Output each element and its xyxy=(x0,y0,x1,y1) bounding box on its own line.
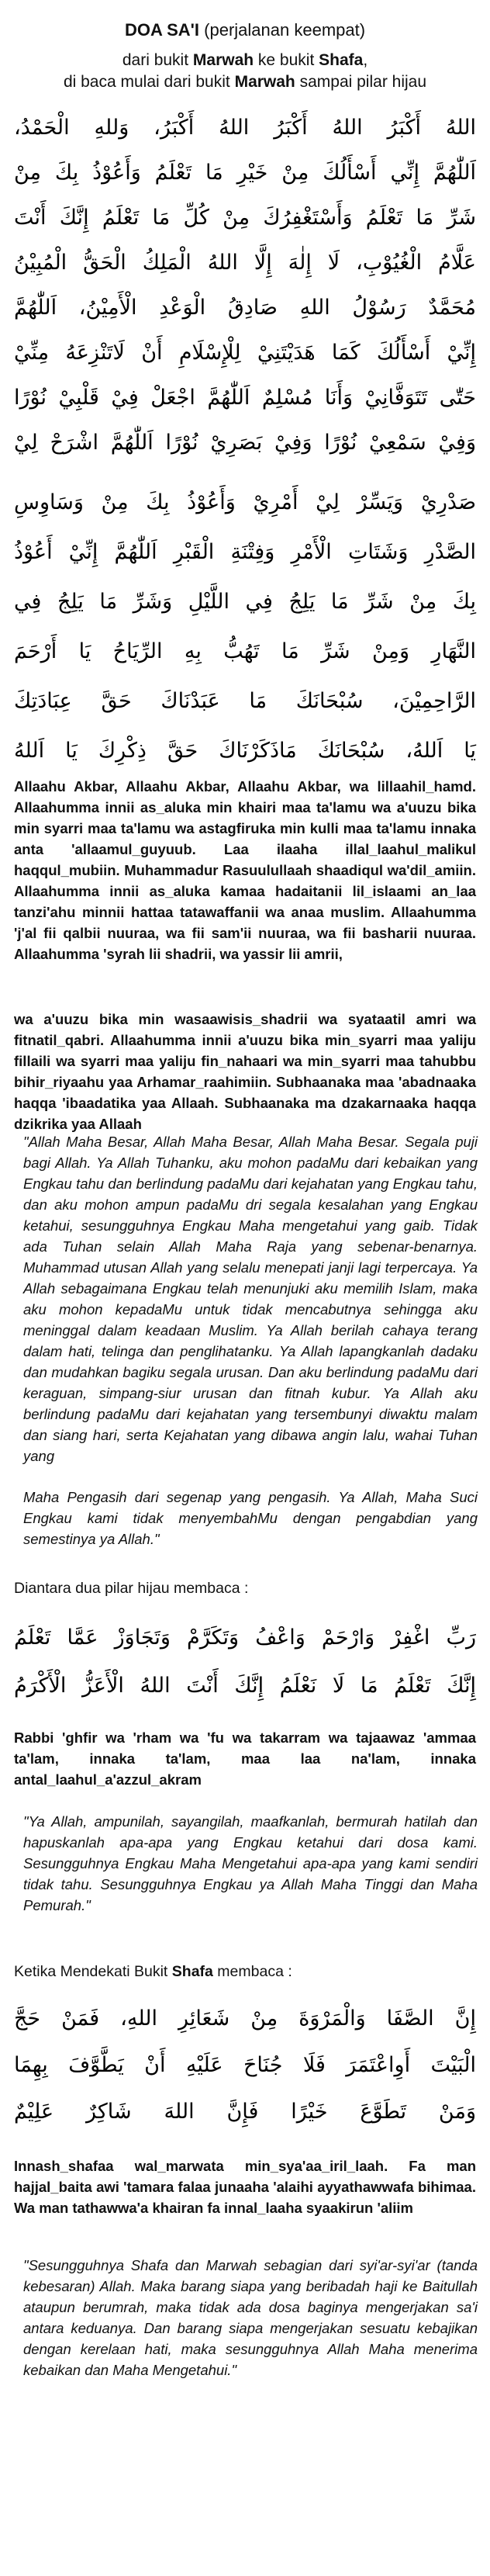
route-text: ke bukit xyxy=(254,51,319,69)
instruction-text: sampai pilar hijau xyxy=(295,73,427,91)
page-title xyxy=(0,20,490,40)
route-subtitle xyxy=(0,51,490,70)
arabic-line: الْبَيْتَ أَوِاعْتَمَرَ فَلَا جُنَاحَ عَلَيْهِ أَنْ يَطَّوَّفَ بِهِمَا xyxy=(14,2053,476,2077)
route-hill-end: Shafa xyxy=(319,51,364,69)
shafa-verse-translation: "Sesungguhnya Shafa dan Marwah sebagian dari syi'ar-syi'ar (tanda kebesaran) Allah. Maka barang siapa yang beribadah haji ke Baitullah ataupun berumrah, maka tidak ada dosa baginya mengerjakan sa'i antara keduanya. Dan barang siapa mengerjakan sesuatu kebajikan dengan kerelaan hati, maka sesungguhnya Allah Maha menerima kebaikan dan Maha Mengetahui." xyxy=(23,2257,478,2378)
main-prayer-arabic xyxy=(14,106,476,466)
instruction-hill: Marwah xyxy=(234,73,295,91)
arabic-line: إِنِّيْ أَسْأَلُكَ كَمَا هَدَيْتَنِيْ لِلْإِسْلَامِ أَنْ لَاتَنْزِعَهُ مِنِّيْ xyxy=(14,341,476,365)
title-paren: (perjalanan keempat) xyxy=(204,20,366,40)
shafa-section-heading xyxy=(14,1963,476,1981)
arabic-line: وَفِيْ سَمْعِيْ نُوْرًا وَفِيْ بَصَرِيْ نُوْرًا اَللّٰهُمَّ اشْرَحْ لِيْ xyxy=(14,431,476,455)
main-prayer-transliteration-cont: wa a'uuzu bika min wasaawisis_shadrii wa syataatil amri wa fitnatil_qabri. Allaahumma innii a'uuzu bika min_syarri maa yaliju fillaili wa syarri maa yaliju fin_nahaari wa min_syarri maa tahubbu bihir_riyaahu yaa Arhamar_raahimiin. Subhaanaka maa 'abadnaaka haqqa 'ibaadatika yaa Allaah. Subhaanaka ma dzakarnaaka haqqa dzikrika yaa Allaah xyxy=(14,1011,476,1132)
arabic-line: اَللّٰهُمَّ إِنِّي أَسْأَلُكَ مِنْ خَيْرِ مَا تَعْلَمُ وَأَعُوْذُ بِكَ مِنْ xyxy=(14,161,476,185)
arabic-line: رَبِّ اغْفِرْ وَارْحَمْ وَاعْفُ وَتَكَرَّمْ وَتَجَاوَزْ عَمَّا تَعْلَمُ xyxy=(14,1626,476,1650)
arabic-line: الرَّاحِمِيْنَ، سُبْحَانَكَ مَا عَبَدْنَاكَ حَقَّ عِبَادَتِكَ xyxy=(14,689,476,713)
arabic-line: النَّهَارِ وَمِنْ شَرِّ مَا تَهُبُّ بِهِ الرِّيَاحُ يَا أَرْحَمَ xyxy=(14,639,476,663)
arabic-line: حَتّٰى تَتَوَفَّانِيْ وَأَنَا مُسْلِمٌ اَللّٰهُمَّ اجْعَلْ فِيْ قَلْبِيْ نُوْرًا xyxy=(14,386,476,410)
route-text: dari bukit xyxy=(122,51,193,69)
pillar-prayer-translation: "Ya Allah, ampunilah, sayangilah, maafkanlah, bermurah hatilah dan hapuskanlah apa-apa yang Engkau ketahui dari dosa kami. Sesungguhnya Engkau Maha Mengetahui apa-apa yang kami sendiri tidak tahu. Sesungguhnya Engkau ya Allah Maha Tinggi dan Maha Pemurah." xyxy=(23,1813,478,1913)
main-prayer-transliteration: Allaahu Akbar, Allaahu Akbar, Allaahu Akbar, wa lillaahil_hamd. Allaahumma innii as_aluka min khairi maa ta'lamu wa a'uuzu bika min syarri maa ta'lamu wa astagfiruka min kulli maa ta'lamu innaka anta 'allaamul_guyuub. Laa ilaaha illal_laahul_malikul haqqul_mubiin. Muhammadur Rasuulullaah shaadiqul wa'dil_amiin. Allaahumma innii as_aluka kamaa hadaitanii lil_islaami an_laa tanzi'ahu minnii hattaa tatawaffanii wa anaa muslim. Allaahumma 'j'al fii qalbii nuuraa, wa fii sam'ii nuuraa, wa fii basharii nuuraa. Allaahumma 'syrah lii shadrii, wa yassir lii amrii, xyxy=(14,778,476,962)
title-main: DOA SA'I xyxy=(124,20,200,40)
instruction-text: di baca mulai dari bukit xyxy=(63,73,235,91)
arabic-line: وَمَنْ تَطَوَّعَ خَيْرًا فَإِنَّ اللهَ شَاكِرٌ عَلِيْمٌ xyxy=(14,2100,476,2124)
main-prayer-translation-cont: Maha Pengasih dari segenap yang pengasih. Ya Allah, Maha Suci Engkau kami tidak menyembahMu dengan pengabdian yang semestinya ya Allah." xyxy=(23,1489,478,1547)
shafa-verse-arabic xyxy=(14,1996,476,2135)
route-text: , xyxy=(363,51,368,69)
arabic-line: اللهُ أَكْبَرُ اللهُ أَكْبَرُ اللهُ أَكْبَرُ، وَللهِ الْحَمْدُ، xyxy=(14,116,476,140)
route-hill-start: Marwah xyxy=(192,51,254,69)
main-prayer-arabic-cont xyxy=(14,478,476,776)
pillar-prayer-transliteration: Rabbi 'ghfir wa 'rham wa 'fu wa takarram wa tajaawaz 'ammaa ta'lam, innaka ta'lam, maa laa na'lam, innaka antal_laahul_a'azzul_akram xyxy=(14,1729,476,1788)
pillar-section-heading: Diantara dua pilar hijau membaca : xyxy=(14,1580,249,1597)
arabic-line: صَدْرِيْ وَيَسِّرْ لِيْ أَمْرِيْ وَأَعُوْذُ بِكَ مِنْ وَسَاوِسِ xyxy=(14,490,476,514)
heading-text: Ketika Mendekati Bukit xyxy=(14,1963,172,1980)
heading-hill: Shafa xyxy=(171,1963,213,1980)
heading-text: membaca : xyxy=(212,1963,292,1980)
pillar-prayer-arabic xyxy=(14,1614,476,1710)
arabic-line: شَرِّ مَا تَعْلَمُ وَأَسْتَغْفِرُكَ مِنْ كُلِّ مَا تَعْلَمُ إِنَّكَ أَنْتَ xyxy=(14,206,476,230)
arabic-line: إِنَّكَ تَعْلَمُ مَا لَا نَعْلَمُ إِنَّكَ أَنْتَ اللهُ الْأَعَزُّ الْأَكْرَمُ xyxy=(14,1674,476,1698)
arabic-line: عَلَّامُ الْغُيُوْبِ، لَا إِلٰهَ إِلَّا اللهُ الْمَلِكُ الْحَقُّ الْمُبِيْنُ xyxy=(14,251,476,275)
arabic-line: الصَّدْرِ وَشَتَاتِ الْأَمْرِ وَفِتْنَةِ الْقَبْرِ اَللّٰهُمَّ إِنِّيْ أَعُوْذُ xyxy=(14,540,476,564)
arabic-line: مُحَمَّدٌ رَسُوْلُ اللهِ صَادِقُ الْوَعْدِ الْأَمِيْنُ، اَللّٰهُمَّ xyxy=(14,296,476,320)
main-prayer-translation: "Allah Maha Besar, Allah Maha Besar, Allah Maha Besar. Segala puji bagi Allah. Ya Allah Tuhanku, aku mohon padaMu dari kebaikan yang Engkau tahu dan berlindung padaMu dari kejahatan yang Engkau tahu, dan aku mohon ampun padaMu dri segala kesalahan yang Engkau ketahui, sesungguhnya Engkau Maha mengetahui yang gaib. Tidak ada Tuhan selain Allah Maha Raja yang sebenar-benarnya. Muhammad utusan Allah yang selalu menepati janji lagi terpercaya. Ya Allah sebagaimana Engkau telah menunjuki aku memilih Islam, maka aku mohon kepadaMu untuk tidak mencabutnya sehingga aku meninggal dalam keadaan Muslim. Ya Allah berilah cahaya terang dalam hati, telinga dan penglihatanku. Ya Allah lapangkanlah dadaku dan mudahkan bagiku segala urusan. Dan aku berlindung padaMu dari keraguan, simpang-siur urusan dan fitnah kubur. Ya Allah aku berlindung padaMu dari kejahatan yang tersembunyi diwaktu malam dan siang hari, serta Kejahatan yang dibawa angin lalu, wahai Tuhan yang xyxy=(23,1134,478,1464)
reading-instruction xyxy=(0,73,490,92)
arabic-line: إِنَّ الصَّفَا وَالْمَرْوَةَ مِنْ شَعَائِرِ اللهِ، فَمَنْ حَجَّ xyxy=(14,2006,476,2031)
shafa-verse-transliteration: Innash_shafaa wal_marwata min_sya'aa_iril_laah. Fa man hajjal_baita awi 'tamara falaa junaaha 'alaihi ayyathawwafa bihimaa. Wa man tathawwa'a khairan fa innal_laaha syaakirun 'aliim xyxy=(14,2158,476,2216)
arabic-line: يَا اَللهُ، سُبْحَانَكَ مَاذَكَرْنَاكَ حَقَّ ذِكْرِكَ يَا اَللهُ xyxy=(14,739,476,763)
arabic-line: بِكَ مِنْ شَرِّ مَا يَلِجُ فِي اللَّيْلِ وَشَرِّ مَا يَلِجُ فِي xyxy=(14,590,476,614)
